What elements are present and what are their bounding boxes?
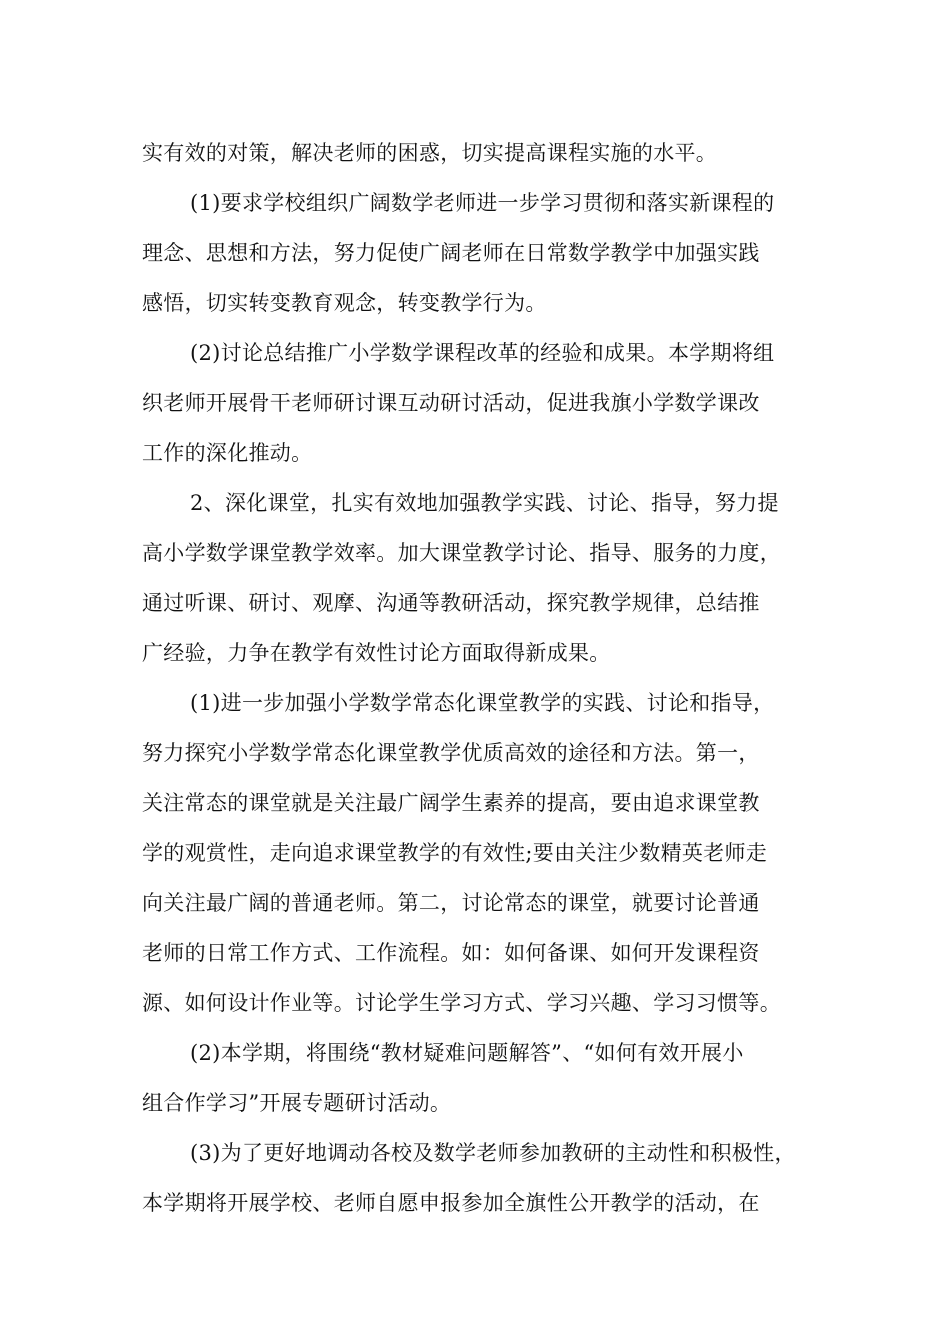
text-line: 高小学数学课堂教学效率。加大课堂教学讨论、指导、服务的力度， <box>142 541 781 565</box>
text-line: 实有效的对策，解决老师的困惑，切实提高课程实施的水平。 <box>142 141 718 165</box>
text-line: (2)本学期，将围绕“教材疑难问题解答”、“如何有效开展小 <box>190 1041 744 1065</box>
text-line: 努力探究小学数学常态化课堂教学优质高效的途径和方法。第一， <box>142 741 760 765</box>
text-line: 感悟，切实转变教育观念，转变教学行为。 <box>142 291 547 315</box>
text-line: (3)为了更好地调动各校及数学老师参加教研的主动性和积极性， <box>190 1141 796 1165</box>
text-line: 关注常态的课堂就是关注最广阔学生素养的提高，要由追求课堂教 <box>142 791 760 815</box>
text-line: (2)讨论总结推广小学数学课程改革的经验和成果。本学期将组 <box>190 341 775 365</box>
text-line: 通过听课、研讨、观摩、沟通等教研活动，探究教学规律，总结推 <box>142 591 760 615</box>
text-line: 老师的日常工作方式、工作流程。如：如何备课、如何开发课程资 <box>142 941 760 965</box>
text-line: 织老师开展骨干老师研讨课互动研讨活动，促进我旗小学数学课改 <box>142 391 760 415</box>
text-line: 本学期将开展学校、老师自愿申报参加全旗性公开教学的活动，在 <box>142 1191 760 1215</box>
text-line: 工作的深化推动。 <box>142 441 313 465</box>
text-line: 2、深化课堂，扎实有效地加强教学实践、讨论、指导，努力提 <box>190 491 779 515</box>
text-line: (1)要求学校组织广阔数学老师进一步学习贯彻和落实新课程的 <box>190 191 775 215</box>
text-line: (1)进一步加强小学数学常态化课堂教学的实践、讨论和指导， <box>190 691 775 715</box>
text-line: 组合作学习”开展专题研讨活动。 <box>142 1091 452 1115</box>
text-line: 向关注最广阔的普通老师。第二，讨论常态的课堂，就要讨论普通 <box>142 891 760 915</box>
text-line: 广经验，力争在教学有效性讨论方面取得新成果。 <box>142 641 611 665</box>
text-line: 理念、思想和方法，努力促使广阔老师在日常数学教学中加强实践 <box>142 241 760 265</box>
text-line: 源、如何设计作业等。讨论学生学习方式、学习兴趣、学习习惯等。 <box>142 991 781 1015</box>
text-line: 学的观赏性，走向追求课堂教学的有效性;要由关注少数精英老师走 <box>142 841 768 865</box>
